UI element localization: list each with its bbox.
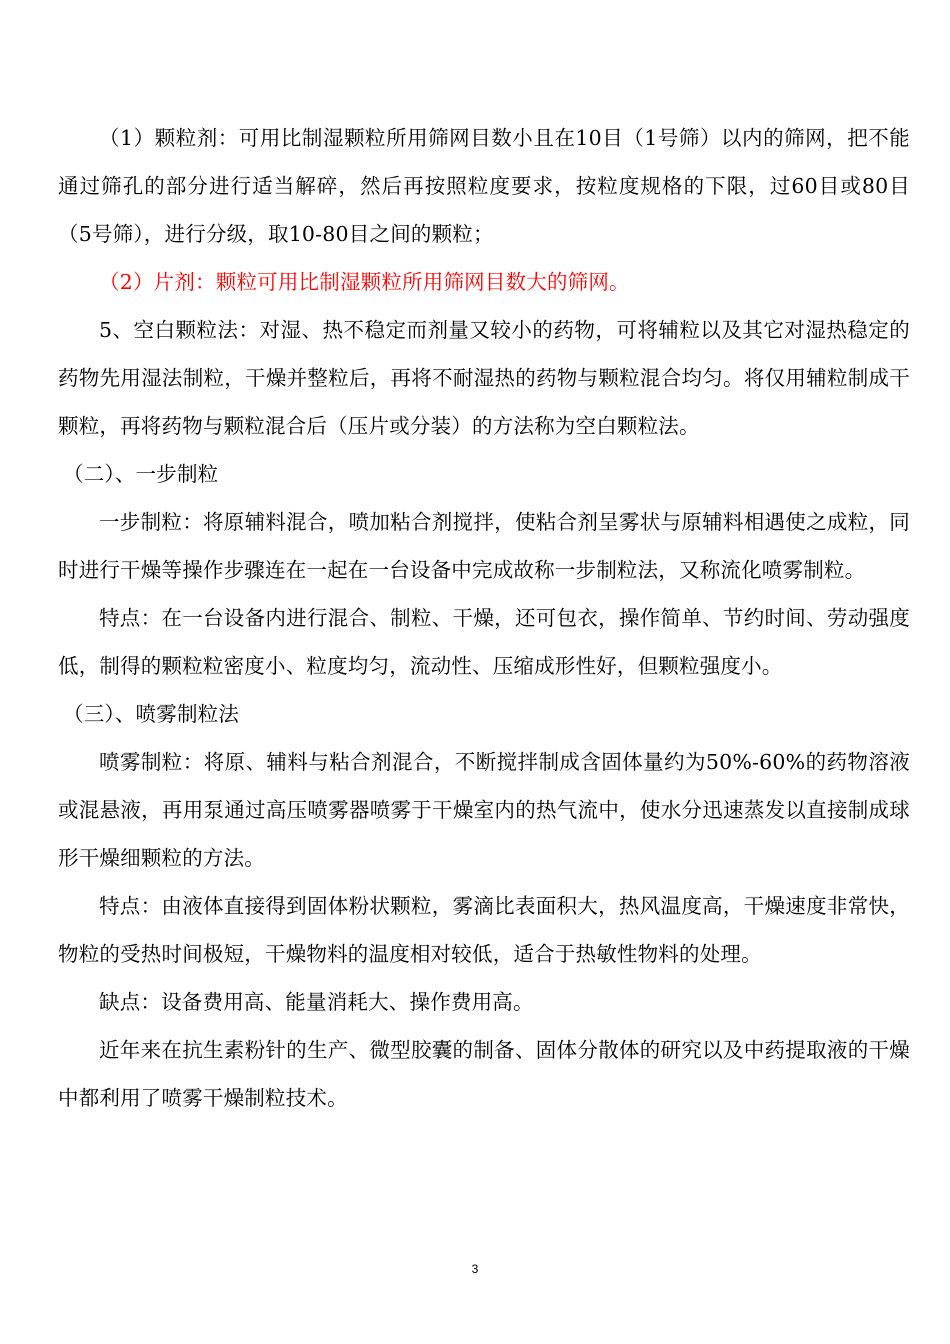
section-heading-spray: （三）、喷雾制粒法 [63, 702, 240, 726]
paragraph-blank-granule: 5、空白颗粒法：对湿、热不稳定而剂量又较小的药物，可将辅粒以及其它对湿热稳定的药物先用湿法制粒，干燥并整粒后，再将不耐湿热的药物与颗粒混合均匀。将仅用辅粒制成干颗粒，再将药物与颗粒混合后（压片或分装）的方法称为空白颗粒法。 [58, 318, 910, 438]
page-body [58, 114, 910, 1122]
section-heading-one-step: （二）、一步制粒 [63, 462, 219, 486]
paragraph-spray-applications: 近年来在抗生素粉针的生产、微型胶囊的制备、固体分散体的研究以及中药提取液的干燥中都利用了喷雾干燥制粒技术。 [58, 1038, 910, 1110]
paragraph-one-step-features: 特点：在一台设备内进行混合、制粒、干燥，还可包衣，操作简单、节约时间、劳动强度低，制得的颗粒粒密度小、粒度均匀，流动性、压缩成形性好，但颗粒强度小。 [58, 606, 910, 678]
paragraph-one-step-definition: 一步制粒：将原辅料混合，喷加粘合剂搅拌，使粘合剂呈雾状与原辅料相遇使之成粒，同时进行干燥等操作步骤连在一起在一台设备中完成故称一步制粒法，又称流化喷雾制粒。 [58, 510, 910, 582]
paragraph-spray-definition: 喷雾制粒：将原、辅料与粘合剂混合，不断搅拌制成含固体量约为50%-60%的药物溶液或混悬液，再用泵通过高压喷雾器喷雾于干燥室内的热气流中，使水分迅速蒸发以直接制成球形干燥细颗粒的方法。 [58, 750, 910, 870]
paragraph-granule-sieve: （1）颗粒剂：可用比制湿颗粒所用筛网目数小且在10目（1号筛）以内的筛网，把不能通过筛孔的部分进行适当解碎，然后再按照粒度要求，按粒度规格的下限，过60目或80目（5号筛），进行分级，取10-80目之间的颗粒； [58, 126, 910, 246]
paragraph-tablet-sieve: （2）片剂：颗粒可用比制湿颗粒所用筛网目数大的筛网。 [99, 270, 630, 294]
paragraph-spray-features: 特点：由液体直接得到固体粉状颗粒，雾滴比表面积大，热风温度高，干燥速度非常快，物粒的受热时间极短，干燥物料的温度相对较低，适合于热敏性物料的处理。 [58, 894, 910, 966]
paragraph-spray-drawbacks: 缺点：设备费用高、能量消耗大、操作费用高。 [99, 990, 534, 1014]
page-number: 3 [471, 1262, 479, 1276]
